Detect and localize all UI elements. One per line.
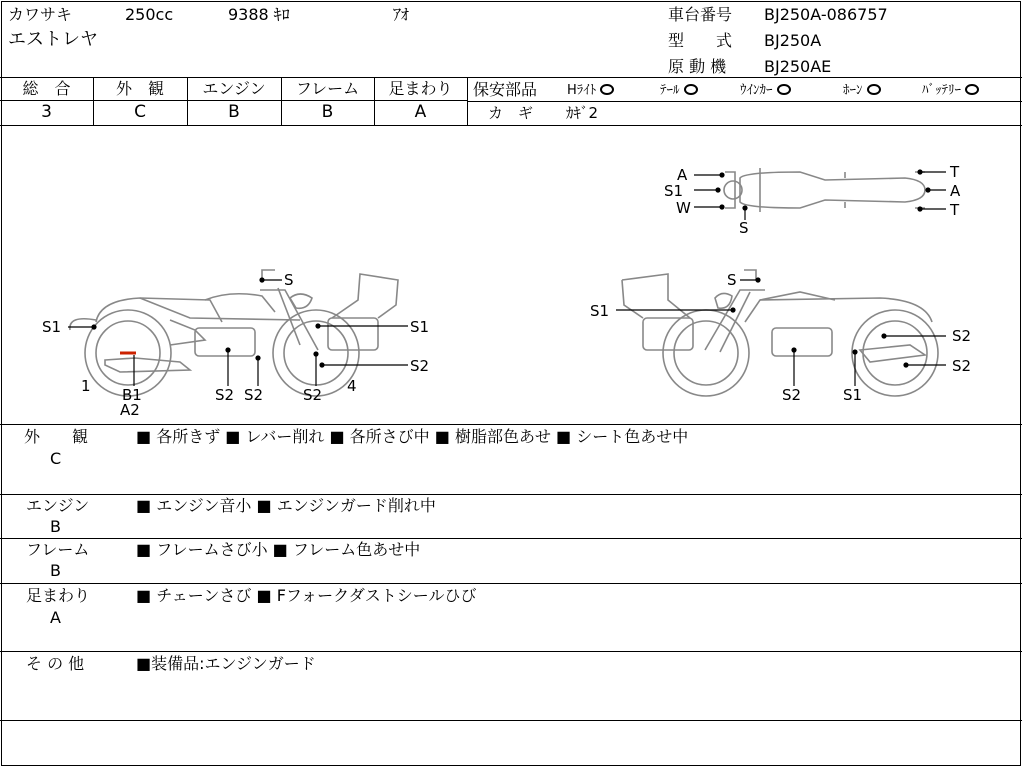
remark-text-suspension: ■ チェーンさび ■ Fフォークダストシールひび [136, 586, 477, 605]
remark-category-exterior: 外 観 [24, 427, 89, 446]
safety-item-horn: ﾎｰﾝ [843, 82, 881, 100]
model-name: エストレヤ [8, 29, 98, 50]
label-b1: B1 [122, 386, 142, 404]
engine-label: 原 動 機 [668, 57, 727, 76]
label-w: W [676, 199, 691, 217]
label-s1: S1 [42, 318, 62, 336]
damage-leader-lines [68, 170, 946, 386]
divider [0, 424, 1022, 425]
safety-item-tail: ﾃｰﾙ [660, 82, 698, 100]
score-label-engine: エンジン [202, 79, 266, 98]
divider [0, 583, 1022, 584]
top-view-bike-icon [724, 168, 925, 212]
label-s2: S2 [215, 386, 235, 404]
key-value: ｶｷﾞ2 [566, 104, 599, 122]
divider [0, 651, 1022, 652]
score-value-engine: B [228, 102, 240, 122]
label-s2: S2 [244, 386, 264, 404]
label-s2: S2 [782, 386, 802, 404]
remark-grade-frame: B [50, 561, 61, 580]
score-label-total: 総 合 [22, 79, 71, 98]
remark-category-suspension: 足まわり [26, 586, 91, 605]
label-t: T [950, 201, 960, 219]
engine-value: BJ250AE [764, 57, 832, 76]
remark-category-frame: フレーム [26, 540, 90, 559]
remark-grade-suspension: A [50, 608, 61, 627]
type-value: BJ250A [764, 31, 822, 50]
score-value-suspension: A [414, 102, 427, 122]
remark-category-engine: エンジン [26, 496, 90, 515]
score-value-total: 3 [41, 102, 52, 122]
frame-no-label: 車台番号 [668, 5, 733, 24]
label-s2: S2 [952, 357, 972, 375]
mileage: 9388 ｷﾛ [228, 5, 290, 24]
score-value-exterior: C [134, 102, 146, 122]
right-diagram-labels [590, 271, 971, 404]
label-s1: S1 [843, 386, 863, 404]
label-s: S [727, 271, 737, 289]
remark-text-engine: ■ エンジン音小 ■ エンジンガード削れ中 [136, 496, 436, 515]
label-s: S [284, 271, 294, 289]
score-label-frame: フレーム [295, 79, 360, 98]
label-s2: S2 [952, 327, 972, 345]
label-s1: S1 [410, 318, 430, 336]
label-s: S [739, 219, 749, 237]
divider [0, 538, 1022, 539]
label-1: 1 [81, 377, 91, 395]
label-s2: S2 [303, 386, 323, 404]
right-side-bike-icon [622, 270, 938, 396]
safety-item-winker: ｳｲﾝｶｰ [740, 82, 791, 100]
remark-grade-exterior: C [50, 449, 62, 468]
divider [0, 494, 1022, 495]
color: ｱｵ [393, 5, 410, 24]
maker: カワサキ [8, 5, 73, 24]
label-a: A [677, 166, 688, 184]
safety-item-headlight: Hﾗｲﾄ [567, 82, 614, 100]
score-label-suspension: 足まわり [388, 79, 453, 98]
safety-item-battery: ﾊﾞｯﾃﾘｰ [922, 82, 979, 100]
type-label: 型 式 [668, 31, 733, 50]
remark-text-exterior: ■ 各所きず ■ レバー削れ ■ 各所さび中 ■ 樹脂部色あせ ■ シート色あせ中 [136, 427, 689, 446]
displacement: 250cc [125, 5, 174, 24]
remark-text-other: ■装備品:エンジンガード [136, 654, 316, 673]
label-t: T [950, 163, 960, 181]
label-s2: S2 [410, 357, 430, 375]
label-4: 4 [347, 377, 357, 395]
label-a: A [950, 182, 961, 200]
frame-no: BJ250A-086757 [764, 5, 888, 24]
label-s1: S1 [590, 302, 610, 320]
remark-category-other: そ の 他 [26, 654, 85, 673]
divider [0, 720, 1022, 721]
key-label: カ ギ [488, 104, 534, 122]
safety-label: 保安部品 [473, 80, 538, 99]
label-a2: A2 [120, 401, 140, 419]
score-value-frame: B [321, 102, 334, 122]
remark-text-frame: ■ フレームさび小 ■ フレーム色あせ中 [136, 540, 421, 559]
label-s1: S1 [664, 182, 684, 200]
remark-grade-engine: B [50, 517, 61, 536]
score-label-exterior: 外 観 [115, 79, 164, 98]
